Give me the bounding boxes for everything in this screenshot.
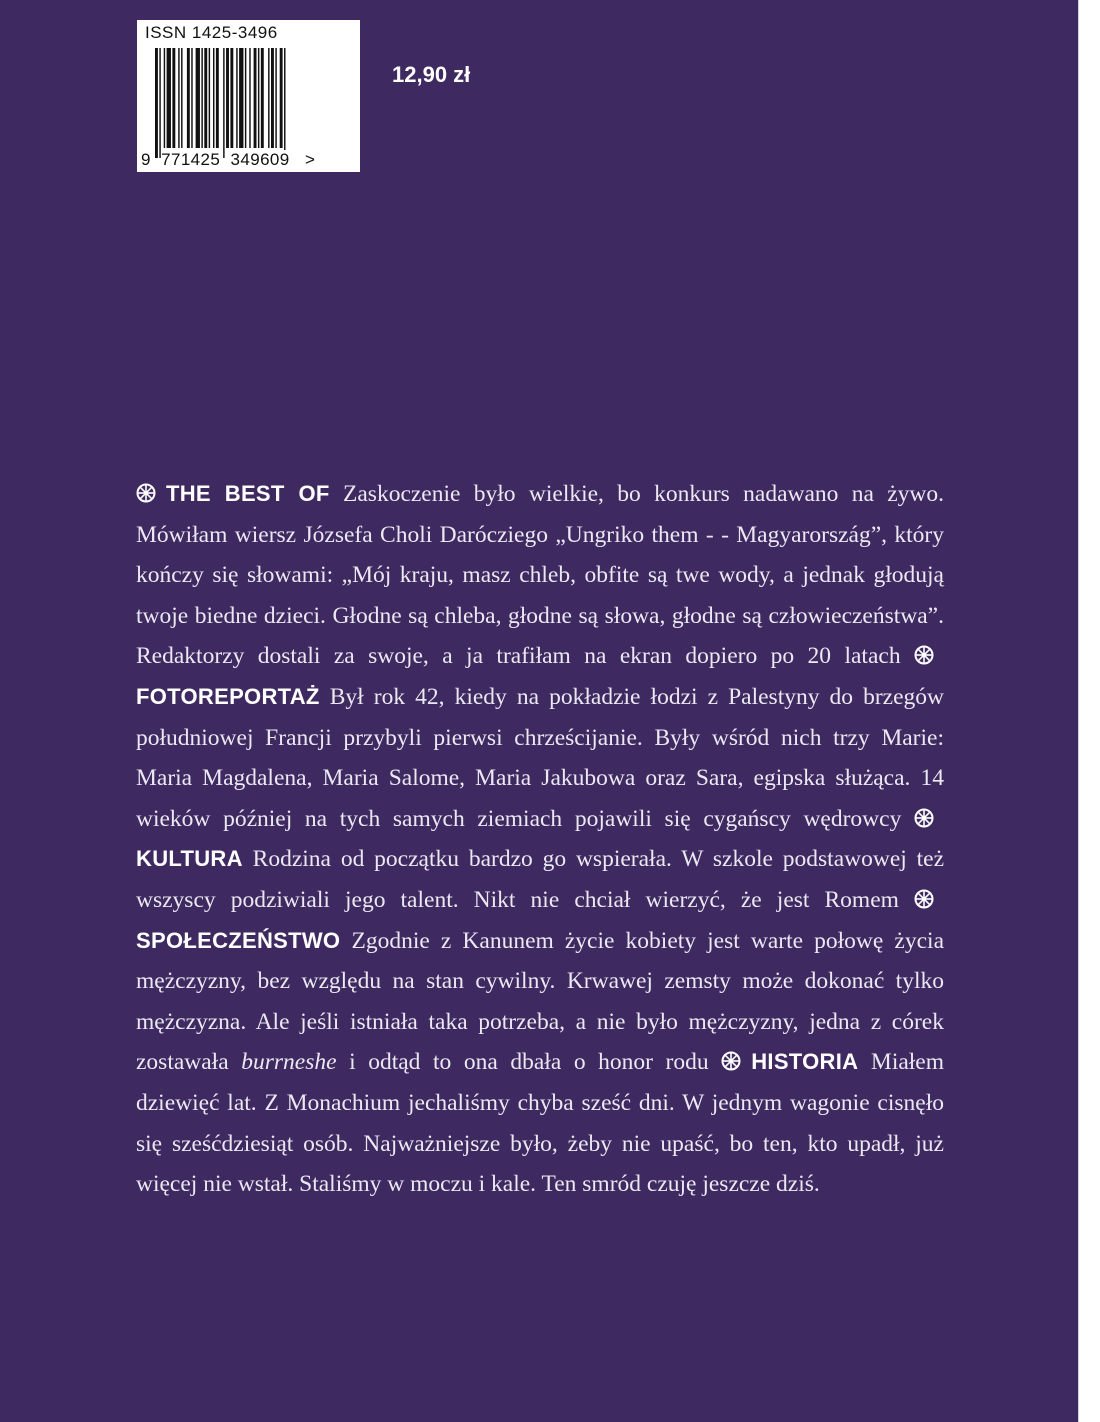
- wheel-icon: [721, 1051, 741, 1071]
- barcode-bar: [209, 48, 210, 148]
- section-heading: SPOŁECZEŃSTWO: [136, 927, 341, 953]
- section-spoleczenstwo: [136, 887, 944, 1075]
- issn-number: ISSN 1425-3496: [145, 23, 278, 42]
- barcode-bar: [280, 48, 283, 148]
- barcode-bar: [258, 48, 259, 148]
- barcode-bar: [216, 48, 219, 148]
- barcode-bar: [249, 48, 250, 148]
- barcode-bar: [167, 48, 171, 148]
- wheel-icon: [136, 483, 156, 503]
- barcode-bar: [204, 48, 207, 148]
- barcode-bar: [172, 48, 175, 148]
- section-text: i odtąd to ona dbała o honor rodu: [349, 1049, 709, 1076]
- barcode-bar: [254, 48, 257, 148]
- barcode-bar: [164, 48, 165, 148]
- barcode-bar: [223, 48, 224, 158]
- barcode-digits-right: 349609: [230, 150, 290, 169]
- barcode-image: [155, 48, 333, 158]
- section-text: Był rok 42, kiedy na pokładzie łodzi z Palestyny do brzegów południowej Francji przybyli pierwsi chrześcijanie. Były wśród nich trzy Marie: Maria Magdalena, Maria Salome, Maria Jakubowa oraz Sara, egipska służąca. 14 wieków później na tych samych ziemiach pojawili się cygańscy wędrowcy: [136, 683, 945, 832]
- section-heading: KULTURA: [136, 846, 243, 872]
- barcode-bar: [226, 48, 229, 148]
- barcode-bar: [181, 48, 182, 148]
- barcode-bar: [196, 48, 200, 148]
- barcode-bar: [236, 48, 237, 148]
- wheel-icon: [914, 645, 934, 665]
- barcode-bar: [159, 48, 160, 158]
- barcode-digit-lead: 9: [141, 150, 151, 169]
- barcode-bar: [239, 48, 243, 148]
- barcode-bar: [155, 48, 158, 158]
- section-text: Miałem dziewięć lat. Z Monachium jechaliśmy chyba sześć dni. W jednym wagonie cisnęło się sześćdziesiąt osób. Najważniejsze było, żeby nie upaść, bo ten, kto upadł, już więcej nie wstał. Staliśmy w moczu i kale. Ten smród czuję jeszcze dziś.: [136, 1049, 945, 1198]
- back-cover-blurb: [136, 474, 944, 1205]
- barcode-bar: [201, 48, 202, 148]
- section-fotoreportaz: [136, 643, 944, 831]
- section-heading: FOTOREPORTAŻ: [136, 683, 320, 709]
- section-text: Zaskoczenie było wielkie, bo konkurs nadawano na żywo. Mówiłam wiersz Józsefa Choli Darócziego „Ungriko them - - Magyarország”, który kończy się słowami: „Mój kraju, masz chleb, obfite są twe wody, a jednak głodują twoje biedne dzieci. Głodne są chleba, głodne są słowa, głodne są człowieczeństwa”. Redaktorzy dostali za swoje, a ja trafiłam na ekran dopiero po 20 latach: [136, 481, 945, 670]
- price-label: 12,90 zł: [392, 62, 471, 87]
- barcode-digits: [141, 150, 315, 170]
- barcode-digit-trail: >: [305, 150, 316, 169]
- section-text: Rodzina od początku bardzo go wspierała. W szkole podstawowej też wszyscy podziwiali jego talent. Nikt nie chciał wierzyć, że jest Romem: [136, 846, 945, 913]
- wheel-icon: [914, 889, 934, 909]
- barcode-bar: [275, 48, 276, 148]
- barcode-bar: [245, 48, 246, 148]
- italic-term: burrneshe: [241, 1049, 337, 1076]
- barcode-bar: [187, 48, 190, 148]
- barcode-digits-left: 771425: [161, 150, 221, 169]
- barcode-bar: [230, 48, 233, 148]
- barcode-bar: [268, 48, 269, 148]
- section-text: Zgodnie z Kanunem życie kobiety jest warte połowę życia mężczyzny, bez względu na stan cywilny. Krwawej zemsty może dokonać tylko mężczyzna. Ale jeśli istniała taka potrzeba, a nie było mężczyzny, jedna z córek zostawała: [136, 927, 944, 1076]
- barcode-bar: [284, 48, 285, 158]
- barcode-label: [137, 20, 360, 172]
- barcode-bar: [213, 48, 214, 148]
- section-heading: HISTORIA: [751, 1049, 859, 1075]
- wheel-icon: [914, 808, 934, 828]
- barcode-bar: [178, 48, 179, 148]
- page-edge: [1078, 0, 1100, 1422]
- barcode-bar: [271, 48, 274, 148]
- barcode-bar: [191, 48, 192, 148]
- section-the-best-of: [136, 481, 944, 669]
- section-heading: THE BEST OF: [166, 481, 330, 506]
- barcode-bar: [261, 48, 264, 148]
